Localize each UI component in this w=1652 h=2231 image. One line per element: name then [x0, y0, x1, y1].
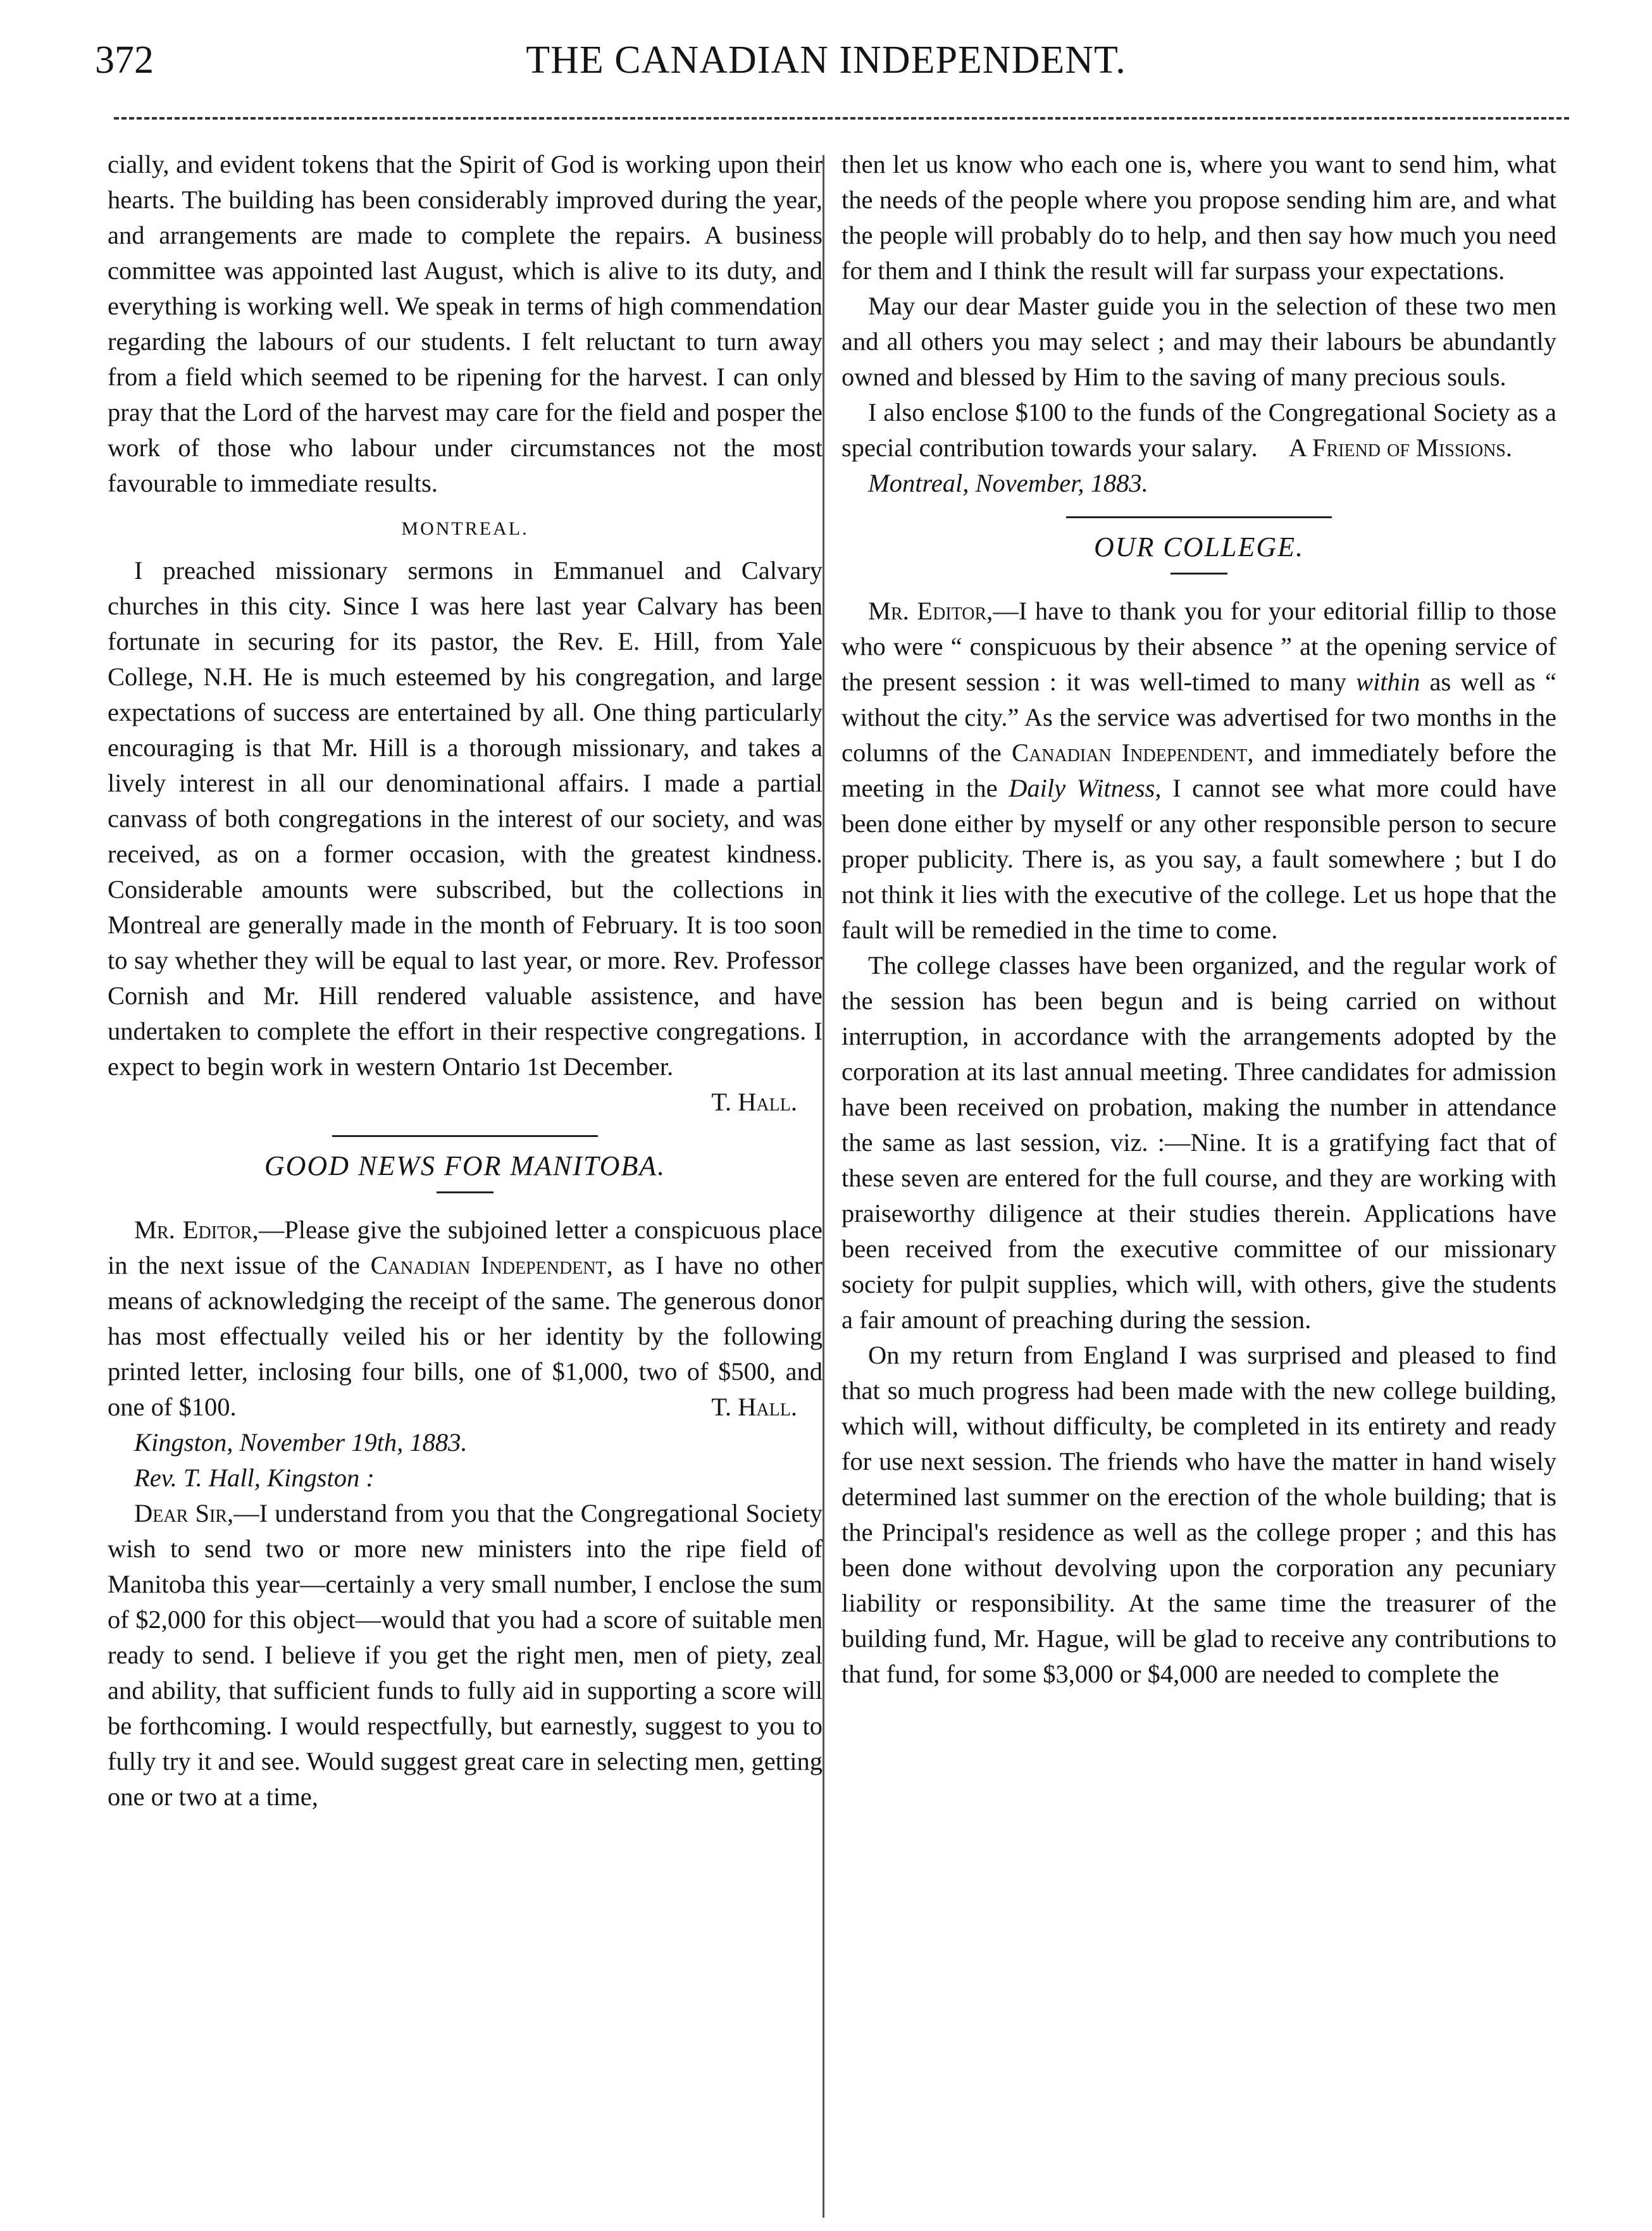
paragraph-text: , as I have no other means of acknowledging the receipt of the same. The generous donor has most effectually veiled his or her identity by the following printed letter, inclosing four bills, one of $1,000, two of $500, and one of $100. [108, 1251, 823, 1421]
paragraph-text: I also enclose $100 to the funds of the Congregational Society as a special contribution towards your salary. [842, 398, 1556, 462]
salutation-lead: Mr. Editor, [134, 1215, 259, 1244]
salutation: Rev. T. Hall, Kingston : [134, 1464, 375, 1492]
dateline: Kingston, November 19th, 1883. [134, 1428, 468, 1457]
header-rule [114, 117, 1569, 120]
title-rule [437, 1191, 494, 1193]
salutation-lead: Mr. Editor, [868, 597, 993, 625]
column-divider [823, 155, 824, 2218]
section-heading-montreal: MONTREAL. [401, 518, 529, 539]
paragraph: The college classes have been organized, and the regular work of the session has been begun and is being carried on without interruption, in accordance with the arrangements adopted by the corporation at its last annual meeting. Three candidates for admission have been received on probation, making the number in attendance the same as last session, viz. :—Nine. It is a gratifying fact that of these seven are entered for the full course, and they are working with praiseworthy diligence at their studies therein. Applications have been received from the executive committee of our missionary society for pulpit supplies, which will, with others, give the students a fair amount of preaching during the session. [842, 951, 1556, 1334]
signature: T. Hall. [711, 1088, 797, 1116]
page-number: 372 [95, 39, 154, 82]
paragraph [108, 1496, 823, 1815]
paragraph: then let us know who each one is, where you want to send him, what the needs of the people where you propose sending him are, and what the people will probably do to help, and then say how much you need for them and I think the result will far surpass your expectations. [842, 150, 1556, 285]
paragraph: On my return from England I was surprised and pleased to find that so much progress had been made with the new college building, which will, without difficulty, be completed in its entirety and ready for use next session. The friends who have the matter in hand wisely determined last summer on the erection of the whole building; that is the Principal's residence as well as the college proper ; and this has been done without devolving upon the corporation any pecuniary liability or responsibility. At the same time the treasurer of the building fund, Mr. Hague, will be glad to receive any contributions to that fund, for some $3,000 or $4,000 are needed to complete the [842, 1341, 1556, 1688]
dateline: Montreal, November, 1883. [868, 469, 1148, 497]
section-title-manitoba: GOOD NEWS FOR MANITOBA. [264, 1150, 666, 1181]
paragraph-text: , I cannot see what more could have been done either by myself or any other responsible person to secure proper publicity. There is, as you say, a fault somewhere ; but I do not think it lies with the executive of the college. Let us hope that the fault will be remedied in the time to come. [842, 774, 1556, 944]
salutation-lead: Dear Sir, [134, 1499, 234, 1527]
paragraph: cially, and evident tokens that the Spirit of God is working upon their hearts. The building has been considerably improved during the year, and arrangements are made to complete the repairs. A business committee was appointed last August, which is alive to its duty, and everything is working well. We speak in terms of high commendation regarding the labours of our students. I felt reluctant to turn away from a field which seemed to be ripening for the harvest. I can only pray that the Lord of the harvest may care for the field and posper the work of those who labour under circumstances not the most favourable to immediate results. [108, 150, 823, 497]
paragraph-text: as well as “ without the city.” As the service was advertised for two months in the columns of the [842, 668, 1556, 767]
section-rule [332, 1135, 598, 1137]
signature: A Friend of Missions. [1288, 433, 1512, 462]
emphasis-within: within [1356, 668, 1420, 696]
paragraph [842, 395, 1556, 466]
journal-name: Canadian Independent [370, 1251, 607, 1279]
page-header [0, 0, 1652, 127]
paragraph-text: —I have to thank you for your editorial fillip to those who were “ conspicuous by their absence ” at the opening service of the present session : it was well-timed to many [842, 597, 1556, 696]
paragraph-text: —Please give the subjoined letter a conspicuous place in the next issue of the [108, 1215, 823, 1279]
paragraph-text: , and immediately before the meeting in the [842, 738, 1556, 802]
journal-name: Canadian Independent [1011, 738, 1248, 767]
paragraph [842, 593, 1556, 948]
section-rule [1066, 516, 1332, 518]
signature: T. Hall. [711, 1393, 797, 1421]
paragraph: May our dear Master guide you in the selection of these two men and all others you may select ; and may their labours be abundantly owned and blessed by Him to the saving of many precious souls. [842, 292, 1556, 391]
section-title-college: OUR COLLEGE. [1093, 531, 1305, 562]
newspaper-name: Daily Witness [1009, 774, 1155, 802]
paragraph: I preached missionary sermons in Emmanuel and Calvary churches in this city. Since I was here last year Calvary has been fortunate in securing for its pastor, the Rev. E. Hill, from Yale College, N.H. He is much esteemed by his congregation, and large expectations of success are entertained by all. One thing particularly encouraging is that Mr. Hill is a thorough missionary, and takes a lively interest in all our denominational affairs. I made a partial canvass of both congregations in the interest of our society, and was received, as on a former occasion, with the greatest kindness. Considerable amounts were subscribed, but the collections in Montreal are generally made in the month of February. It is too soon to say whether they will be equal to last year, or more. Rev. Professor Cornish and Mr. Hill rendered valuable assistence, and have undertaken to complete the effort in their respective congregations. I expect to begin work in western Ontario 1st December. [108, 556, 823, 1081]
running-title: THE CANADIAN INDEPENDENT. [526, 39, 1126, 82]
title-rule [1171, 573, 1227, 575]
paragraph [108, 1212, 823, 1425]
paragraph-text: —I understand from you that the Congregational Society wish to send two or more new ministers into the ripe field of Manitoba this year—certainly a very small number, I enclose the sum of $2,000 for this object—would that you had a score of suitable men ready to send. I believe if you get the right men, men of piety, zeal and ability, that sufficient funds to fully aid in supporting a score will be forthcoming. I would respectfully, but earnestly, suggest to you to fully try it and see. Would suggest great care in selecting men, getting one or two at a time, [108, 1499, 823, 1811]
right-column [842, 147, 1556, 1692]
left-column [108, 147, 823, 1815]
